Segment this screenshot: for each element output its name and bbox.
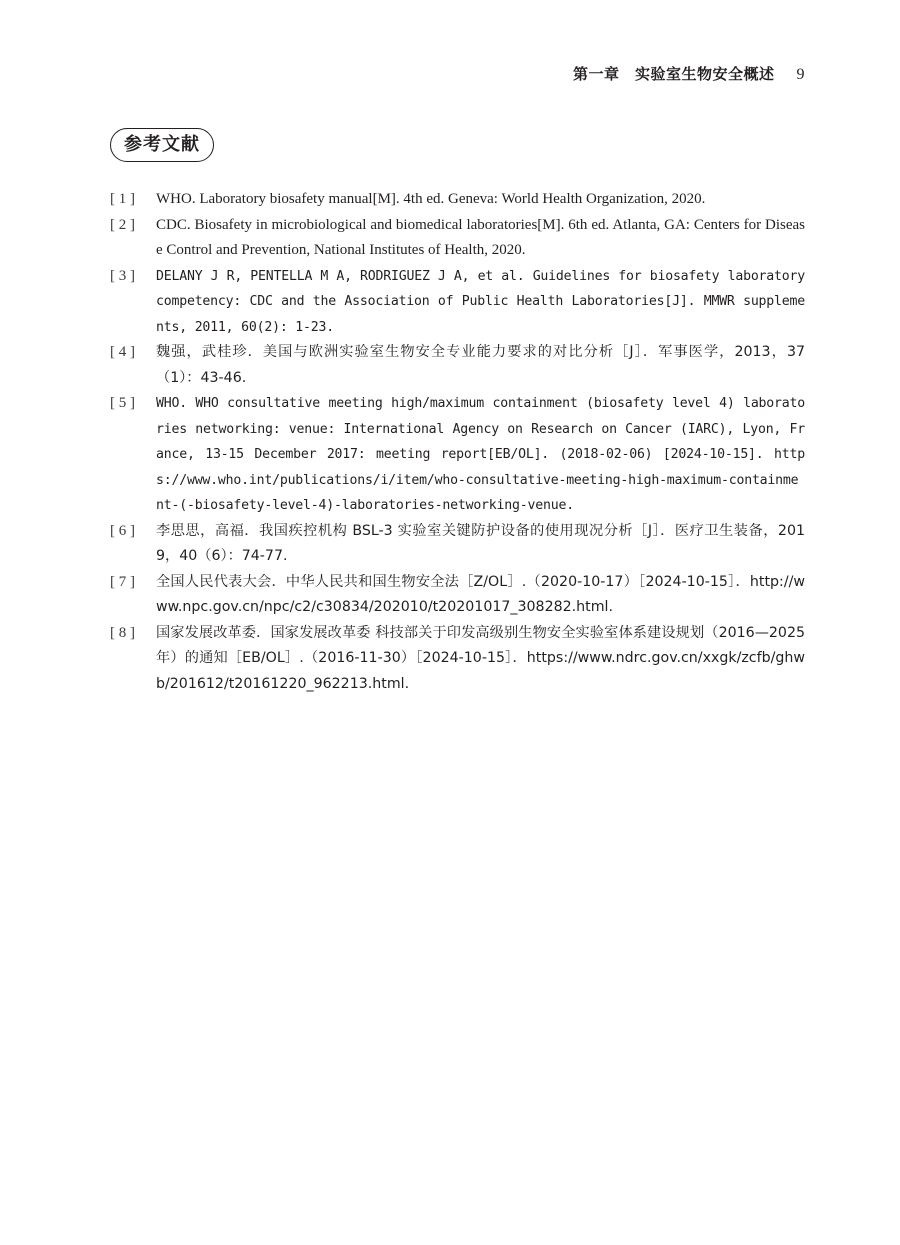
reference-list — [110, 187, 805, 697]
reference-item — [110, 519, 805, 570]
reference-item — [110, 340, 805, 391]
reference-text: CDC. Biosafety in microbiological and biomedical laboratories[M]. 6th ed. Atlanta, GA: Centers for Disease Control and Prevention, National Institutes of Health, 2020. — [156, 216, 805, 258]
reference-number: [ 6 ] — [110, 522, 135, 539]
reference-item — [110, 391, 805, 519]
reference-text: 全国人民代表大会．中华人民共和国生物安全法［Z/OL］.（2020-10-17）［2024-10-15］．http://www.npc.gov.cn/npc/c2/c30834/202010/t20201017_308282.html. — [156, 573, 805, 615]
running-header — [573, 63, 805, 84]
reference-item — [110, 264, 805, 341]
reference-item — [110, 621, 805, 698]
reference-number: [ 7 ] — [110, 573, 135, 590]
reference-text: 李思思，高福．我国疾控机构 BSL-3 实验室关键防护设备的使用现况分析［J］．医疗卫生装备，2019，40（6）：74-77. — [156, 522, 805, 564]
reference-number: [ 3 ] — [110, 267, 135, 284]
reference-item — [110, 570, 805, 621]
reference-number: [ 1 ] — [110, 191, 135, 207]
reference-text: DELANY J R, PENTELLA M A, RODRIGUEZ J A, et al. Guidelines for biosafety laboratory competency: CDC and the Association of Public Health Laboratories[J]. MMWR supplements, 2011, 60(2): 1-23. — [156, 268, 805, 335]
reference-number: [ 8 ] — [110, 624, 135, 641]
reference-text: WHO. WHO consultative meeting high/maximum containment (biosafety level 4) laboratories networking: venue: International Agency on Research on Cancer (IARC), Lyon, France, 13-15 December 2017: meeting report[EB/OL]. (2018-02-06) [2024-10-15]. https://www.who.int/publications/i/item/who-consultative-meeting-high-maximum-containment-(-biosafety-level-4)-laboratories-networking-venue. — [156, 396, 805, 513]
section-title: 参考文献 — [110, 128, 214, 162]
reference-text: 国家发展改革委．国家发展改革委 科技部关于印发高级别生物安全实验室体系建设规划（2016—2025 年）的通知［EB/OL］.（2016-11-30）［2024-10-15］．https://www.ndrc.gov.cn/xxgk/zcfb/ghwb/201612/t20161220_962213.html. — [156, 624, 805, 692]
reference-number: [ 5 ] — [110, 395, 135, 411]
reference-item — [110, 213, 805, 264]
reference-text: 魏强，武桂珍．美国与欧洲实验室生物安全专业能力要求的对比分析［J］．军事医学，2013，37（1）：43-46. — [156, 344, 805, 386]
chapter-title: 第一章 实验室生物安全概述 — [572, 65, 775, 83]
reference-item — [110, 187, 805, 213]
page-number: 9 — [796, 66, 805, 83]
reference-number: [ 2 ] — [110, 216, 135, 233]
reference-text: WHO. Laboratory biosafety manual[M]. 4th ed. Geneva: World Health Organization, 2020. — [156, 191, 706, 207]
reference-number: [ 4 ] — [110, 344, 135, 360]
